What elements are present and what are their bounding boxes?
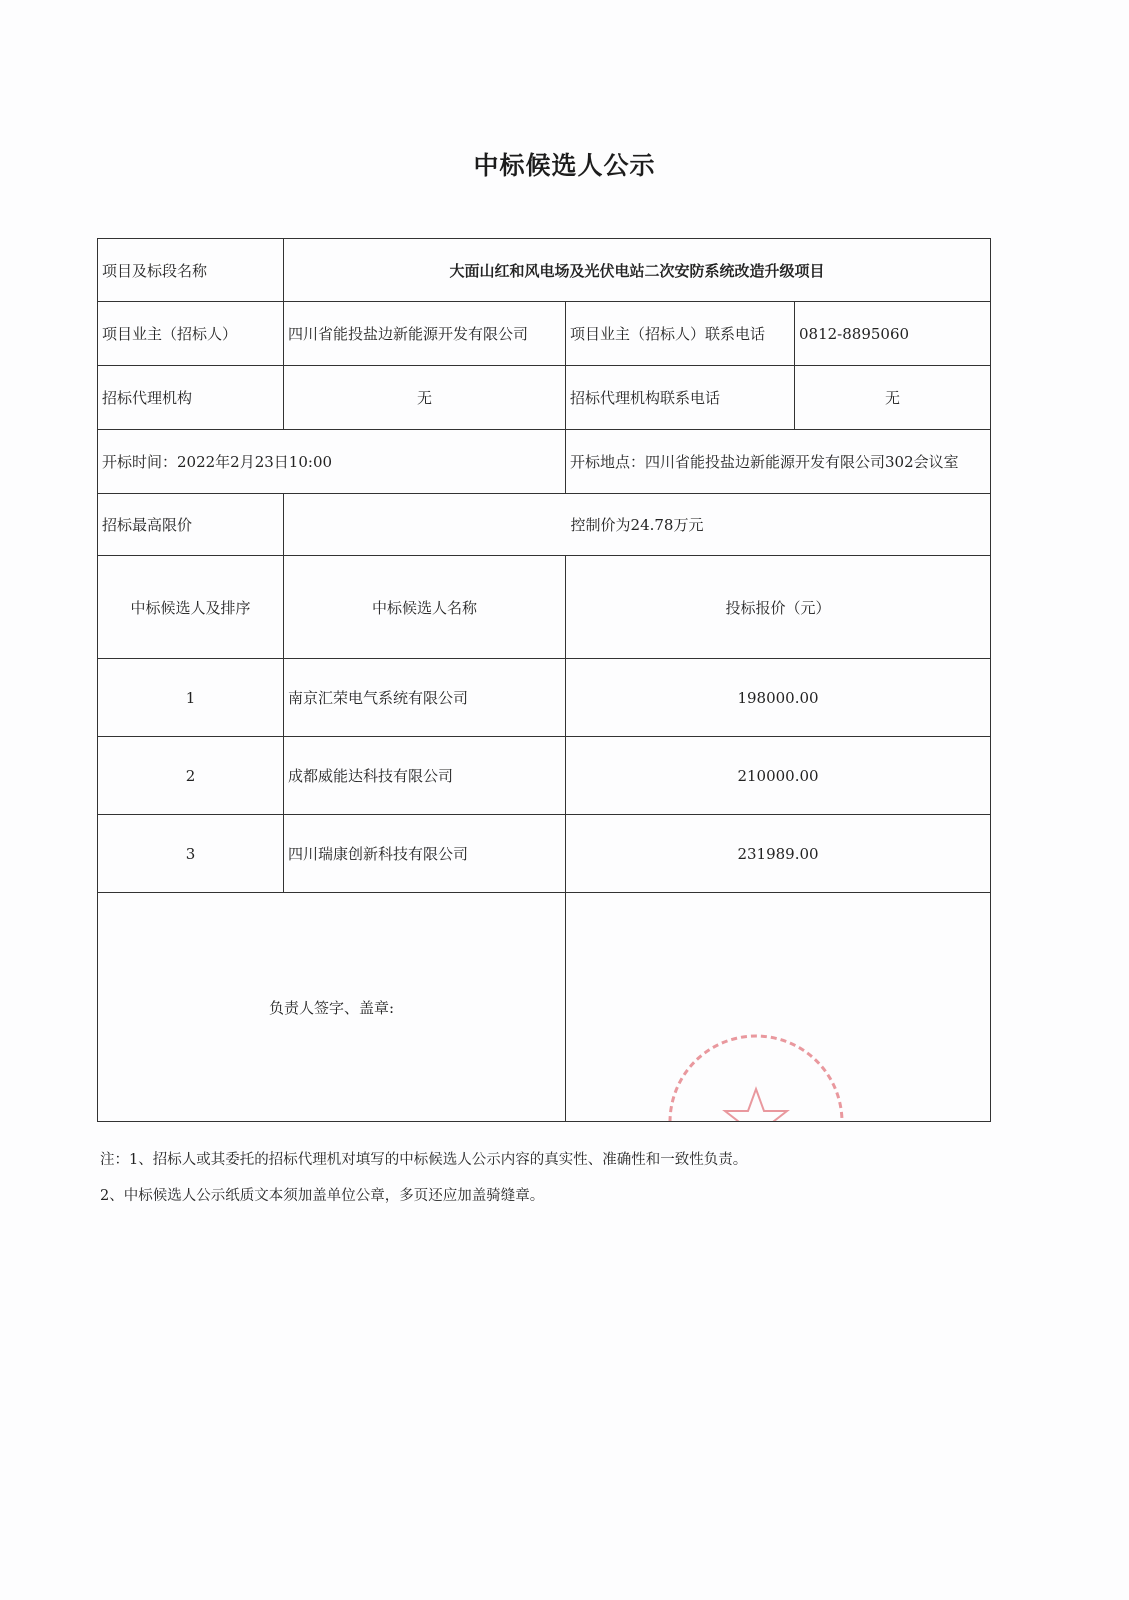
candidate-rank: 1 [98,659,284,737]
header-name: 中标候选人名称 [284,556,566,659]
max-price-row [98,494,991,556]
signature-area [566,893,991,1178]
max-price-value: 控制价为24.78万元 [284,494,991,556]
candidate-name: 成都威能达科技有限公司 [284,737,566,815]
page-title: 中标候选人公示 [473,151,656,180]
signature-label: 负责人签字、盖章: [98,893,566,1122]
candidates-header-row [98,556,991,659]
agency-label: 招标代理机构 [98,366,284,430]
agency-phone-label: 招标代理机构联系电话 [566,366,795,430]
candidate-price: 231989.00 [566,815,991,893]
note-2: 2、中标候选人公示纸质文本须加盖单位公章，多页还应加盖骑缝章。 [100,1188,545,1204]
candidate-price: 198000.00 [566,659,991,737]
candidate-name: 四川瑞康创新科技有限公司 [284,815,566,893]
owner-row [98,302,991,366]
candidate-price: 210000.00 [566,737,991,815]
opening-row [98,430,991,494]
owner-value: 四川省能投盐边新能源开发有限公司 [284,302,566,366]
owner-phone-value: 0812-8895060 [795,302,991,366]
agency-row [98,366,991,430]
signature-row [98,893,991,1122]
candidate-row [98,815,991,893]
open-place: 开标地点：四川省能投盐边新能源开发有限公司302会议室 [566,430,991,494]
project-row [98,239,991,302]
header-rank: 中标候选人及排序 [98,556,284,659]
candidate-row [98,737,991,815]
project-label: 项目及标段名称 [98,239,284,302]
notes [100,1142,747,1214]
note-1: 注：1、招标人或其委托的招标代理机对填写的中标候选人公示内容的真实性、准确性和一致性负责。 [100,1152,748,1168]
seal-placeholder-icon: [公章] [661,1027,851,1122]
candidate-rank: 3 [98,815,284,893]
project-value: 大面山红和风电场及光伏电站二次安防系统改造升级项目 [284,239,991,302]
agency-phone-value: 无 [795,366,991,430]
candidate-rank: 2 [98,737,284,815]
candidate-name: 南京汇荣电气系统有限公司 [284,659,566,737]
header-price: 投标报价（元） [566,556,991,659]
open-time: 开标时间：2022年2月23日10:00 [98,430,566,494]
max-price-label: 招标最高限价 [98,494,284,556]
candidate-row [98,659,991,737]
agency-value: 无 [284,366,566,430]
owner-label: 项目业主（招标人） [98,302,284,366]
owner-phone-label: 项目业主（招标人）联系电话 [566,302,795,366]
